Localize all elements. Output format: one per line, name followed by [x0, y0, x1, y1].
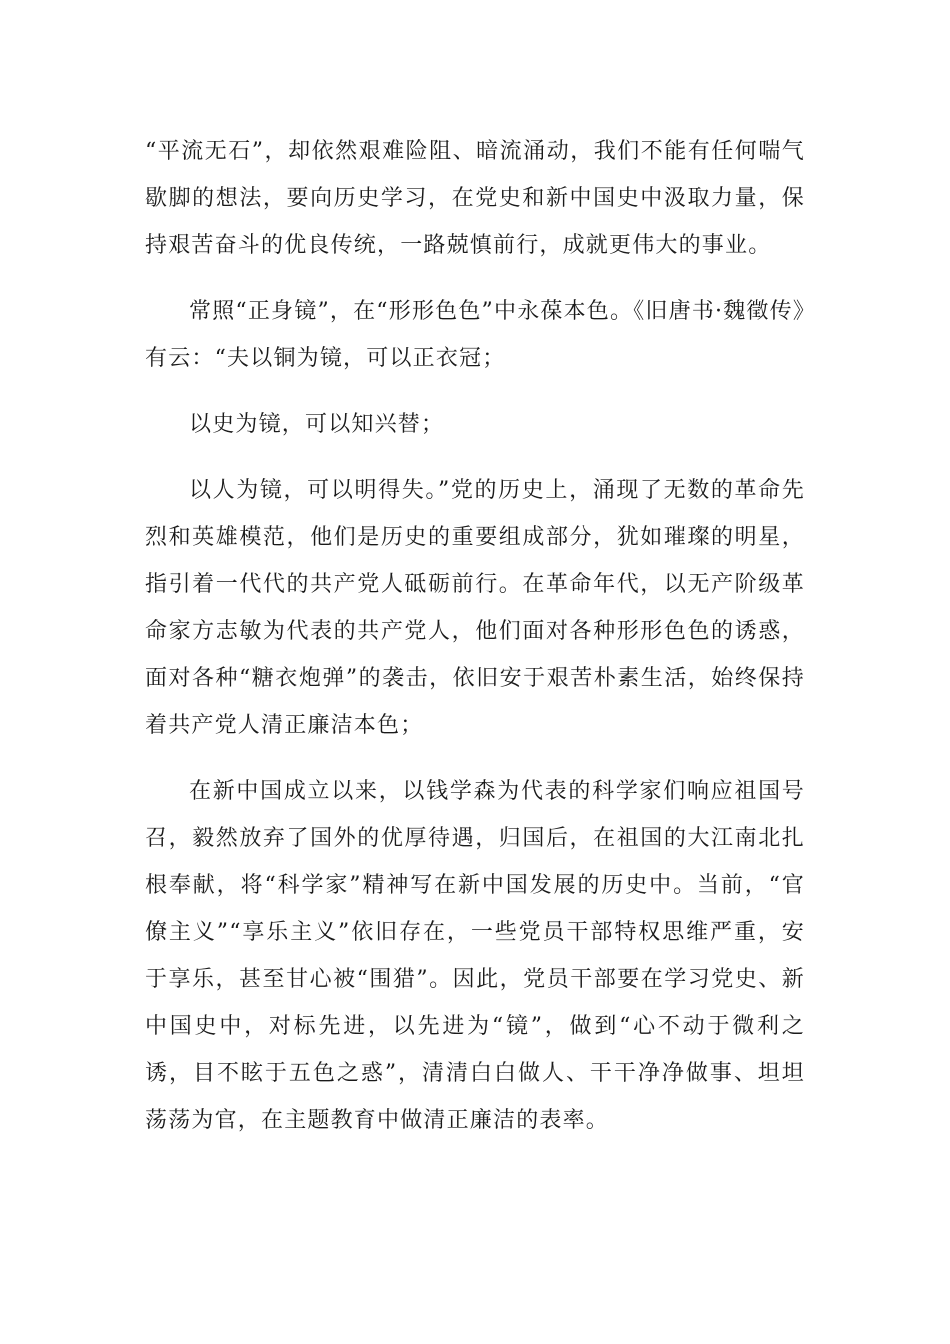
paragraph-history-mirror: 以史为镜，可以知兴替； [189, 412, 445, 437]
paragraph-continuation: “平流无石”，却依然艰难险阻、暗流涌动，我们不能有任何喘气歇脚的想法，要向历史学习，在党史和新中国史中汲取力量，保持艰苦奋斗的优良传统，一路兢慎前行，成就更伟大的事业。 [145, 139, 805, 258]
paragraph-mirror-intro: 常照“正身镜”，在“形形色色”中永葆本色。《旧唐书·魏徵传》有云：“夫以铜为镜，可以正衣冠； [145, 299, 805, 371]
document-body [145, 128, 805, 1163]
paragraph-new-china: 在新中国成立以来，以钱学森为代表的科学家们响应祖国号召，毅然放弃了国外的优厚待遇，归国后，在祖国的大江南北扎根奉献，将“科学家”精神写在新中国发展的历史中。当前，“官僚主义”“享乐主义”依旧存在，一些党员干部特权思维严重，安于享乐，甚至甘心被“围猎”。因此，党员干部要在学习党史、新中国史中，对标先进，以先进为“镜”，做到“心不动于微利之诱，目不眩于五色之惑”，清清白白做人、干干净净做事、坦坦荡荡为官，在主题教育中做清正廉洁的表率。 [145, 779, 805, 1133]
paragraph-people-mirror: 以人为镜，可以明得失。”党的历史上，涌现了无数的革命先烈和英雄模范，他们是历史的重要组成部分，犹如璀璨的明星，指引着一代代的共产党人砥砺前行。在革命年代，以无产阶级革命家方志敏为代表的共产党人，他们面对各种形形色色的诱惑，面对各种“糖衣炮弹”的袭击，依旧安于艰苦朴素生活，始终保持着共产党人清正廉洁本色； [145, 478, 805, 738]
